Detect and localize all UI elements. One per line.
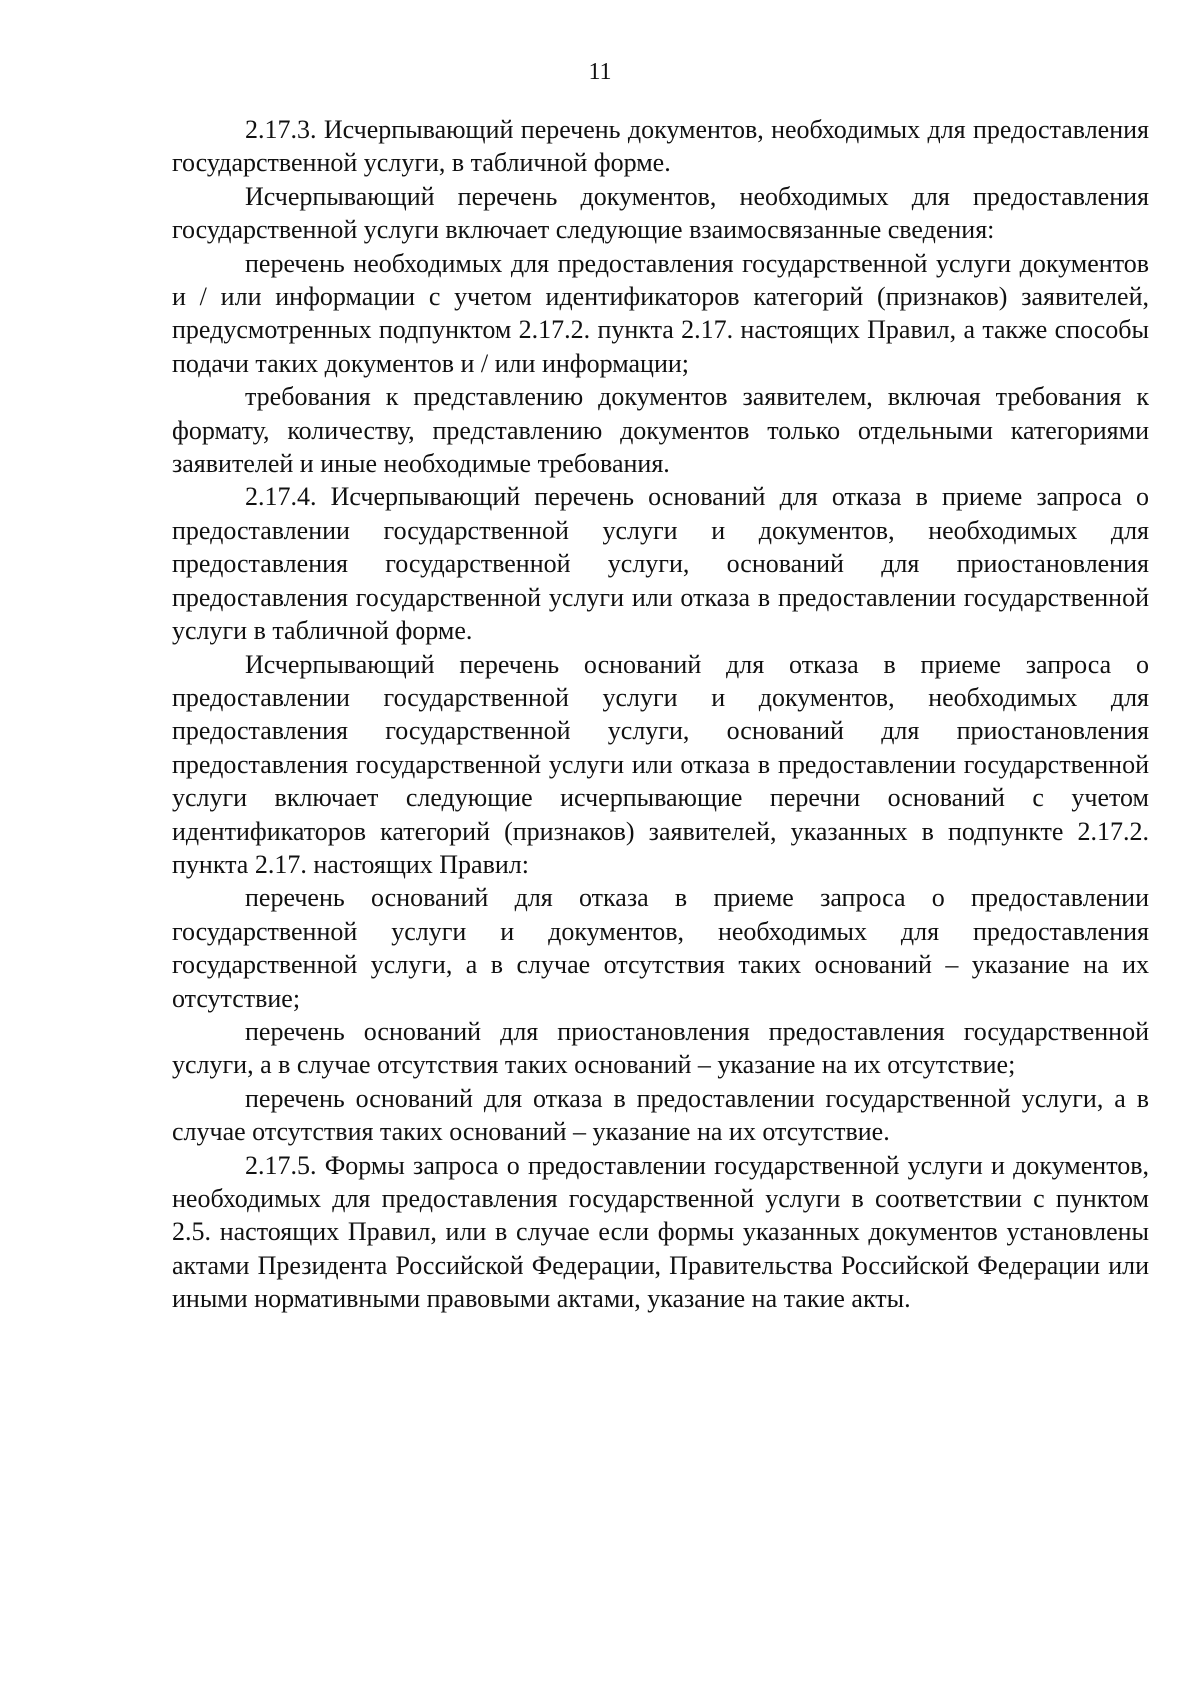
page-number: 11 <box>588 59 612 85</box>
document-body <box>172 113 1149 1316</box>
paragraph-2-17-3: 2.17.3. Исчерпывающий перечень документов, необходимых для предоставления государственной услуги, в табличной форме. <box>172 115 1149 178</box>
paragraph-grounds-list-intro: Исчерпывающий перечень оснований для отказа в приеме запроса о предоставлении государственной услуги и документов, необходимых для предоставления государственной услуги, оснований для приостановления предоставления государственной услуги или отказа в предоставлении государственной услуги включает следующие исчерпывающие перечни оснований с учетом идентификаторов категорий (признаков) заявителей, указанных в подпункте 2.17.2. пункта 2.17. настоящих Правил: <box>172 649 1149 879</box>
paragraph-2-17-5: 2.17.5. Формы запроса о предоставлении государственной услуги и документов, необходимых для предоставления государственной услуги в соответствии с пунктом 2.5. настоящих Правил, или в случае если формы указанных документов установлены актами Президента Российской Федерации, Правительства Российской Федерации или иными нормативными правовыми актами, указание на такие акты. <box>172 1150 1149 1314</box>
list-item-documents-with-identifiers: перечень необходимых для предоставления государственной услуги документов и / или информации с учетом идентификаторов категорий (признаков) заявителей, предусмотренных подпунктом 2.17.2. пункта 2.17. настоящих Правил, а также способы подачи таких документов и / или информации; <box>172 248 1149 378</box>
list-item-grounds-refusal-acceptance: перечень оснований для отказа в приеме запроса о предоставлении государственной услуги и документов, необходимых для предоставления государственной услуги, а в случае отсутствия таких оснований – указание на их отсутствие; <box>172 883 1149 1013</box>
list-item-grounds-suspension: перечень оснований для приостановления предоставления государственной услуги, а в случае отсутствия таких оснований – указание на их отсутствие; <box>172 1016 1149 1080</box>
list-item-document-requirements: требования к представлению документов заявителем, включая требования к формату, количеству, представлению документов только отдельными категориями заявителей и иные необходимые требования. <box>172 382 1149 479</box>
list-item-grounds-refusal-service: перечень оснований для отказа в предоставлении государственной услуги, а в случае отсутствия таких оснований – указание на их отсутствие. <box>172 1083 1149 1147</box>
paragraph-documents-list-intro: Исчерпывающий перечень документов, необходимых для предоставления государственной услуги включает следующие взаимосвязанные сведения: <box>172 181 1149 245</box>
paragraph-2-17-4: 2.17.4. Исчерпывающий перечень оснований для отказа в приеме запроса о предоставлении государственной услуги и документов, необходимых для предоставления государственной услуги, оснований для приостановления предоставления государственной услуги или отказа в предоставлении государственной услуги в табличной форме. <box>172 482 1149 646</box>
